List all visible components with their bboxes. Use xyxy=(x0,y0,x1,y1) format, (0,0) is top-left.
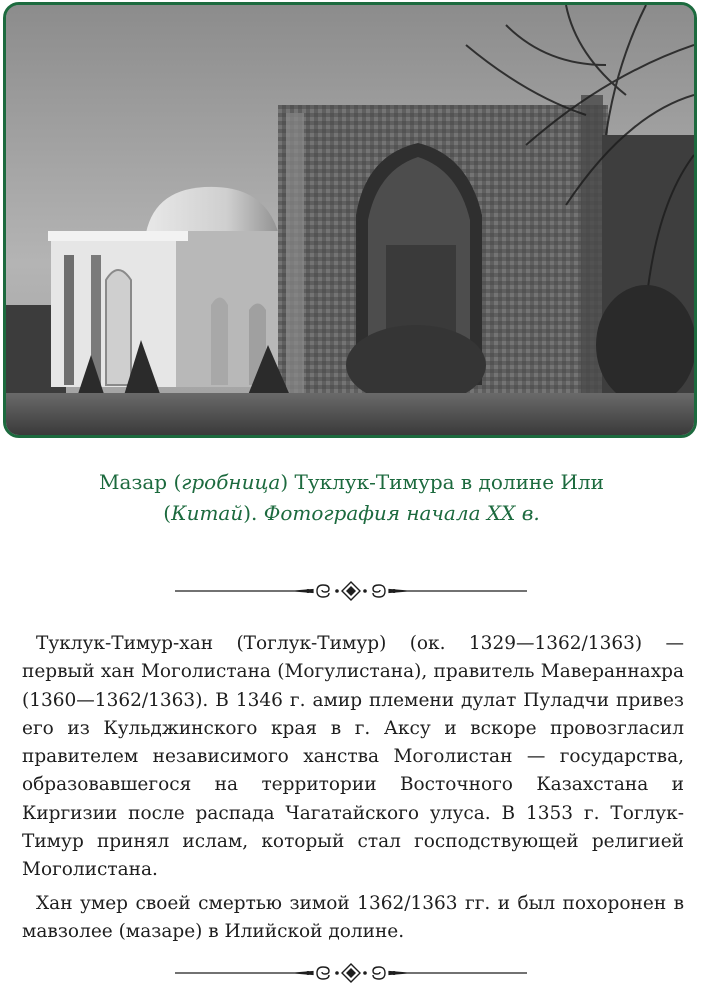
caption-text: ( xyxy=(163,501,172,525)
mausoleum-photo xyxy=(3,2,697,438)
article-paragraph-2: Хан умер своей смертью зимой 1362/1363 гг. и был похоронен в мавзолее (мазаре) в Илийской долине. xyxy=(22,892,684,942)
caption-text: ) Туклук-Тимура в долине Или xyxy=(280,470,604,494)
ornament-divider-bottom xyxy=(175,963,527,983)
caption-italic: гробница xyxy=(181,470,281,494)
caption-italic: Китай xyxy=(171,501,244,525)
caption-italic: Фотография начала XX в. xyxy=(263,501,540,525)
caption-line-2 xyxy=(0,498,703,529)
caption-line-1 xyxy=(0,467,703,498)
mausoleum-illustration xyxy=(6,5,694,435)
caption-text: ). xyxy=(243,501,264,525)
caption-text: Мазар ( xyxy=(99,470,182,494)
ornament-divider-top xyxy=(175,581,527,601)
article-body xyxy=(22,630,684,946)
photo-caption xyxy=(0,467,703,529)
article-paragraph-1: Туклук-Тимур-хан (Тоглук-Тимур) (ок. 1329—1362/1363) — первый хан Моголистана (Могулистана), правитель Мавераннахра (1360—1362/1363). В 1346 г. амир племени дулат Пуладчи привез его из Кульджинского края в г. Аксу и вскоре провозгласил правителем независимого ханства Моголистан — государства, образовавшегося на территории Восточного Казахстана и Киргизии после распада Чагатайского улуса. В 1353 г. Тоглук-Тимур принял ислам, который стал господствующей религией Моголистана. xyxy=(22,633,684,881)
